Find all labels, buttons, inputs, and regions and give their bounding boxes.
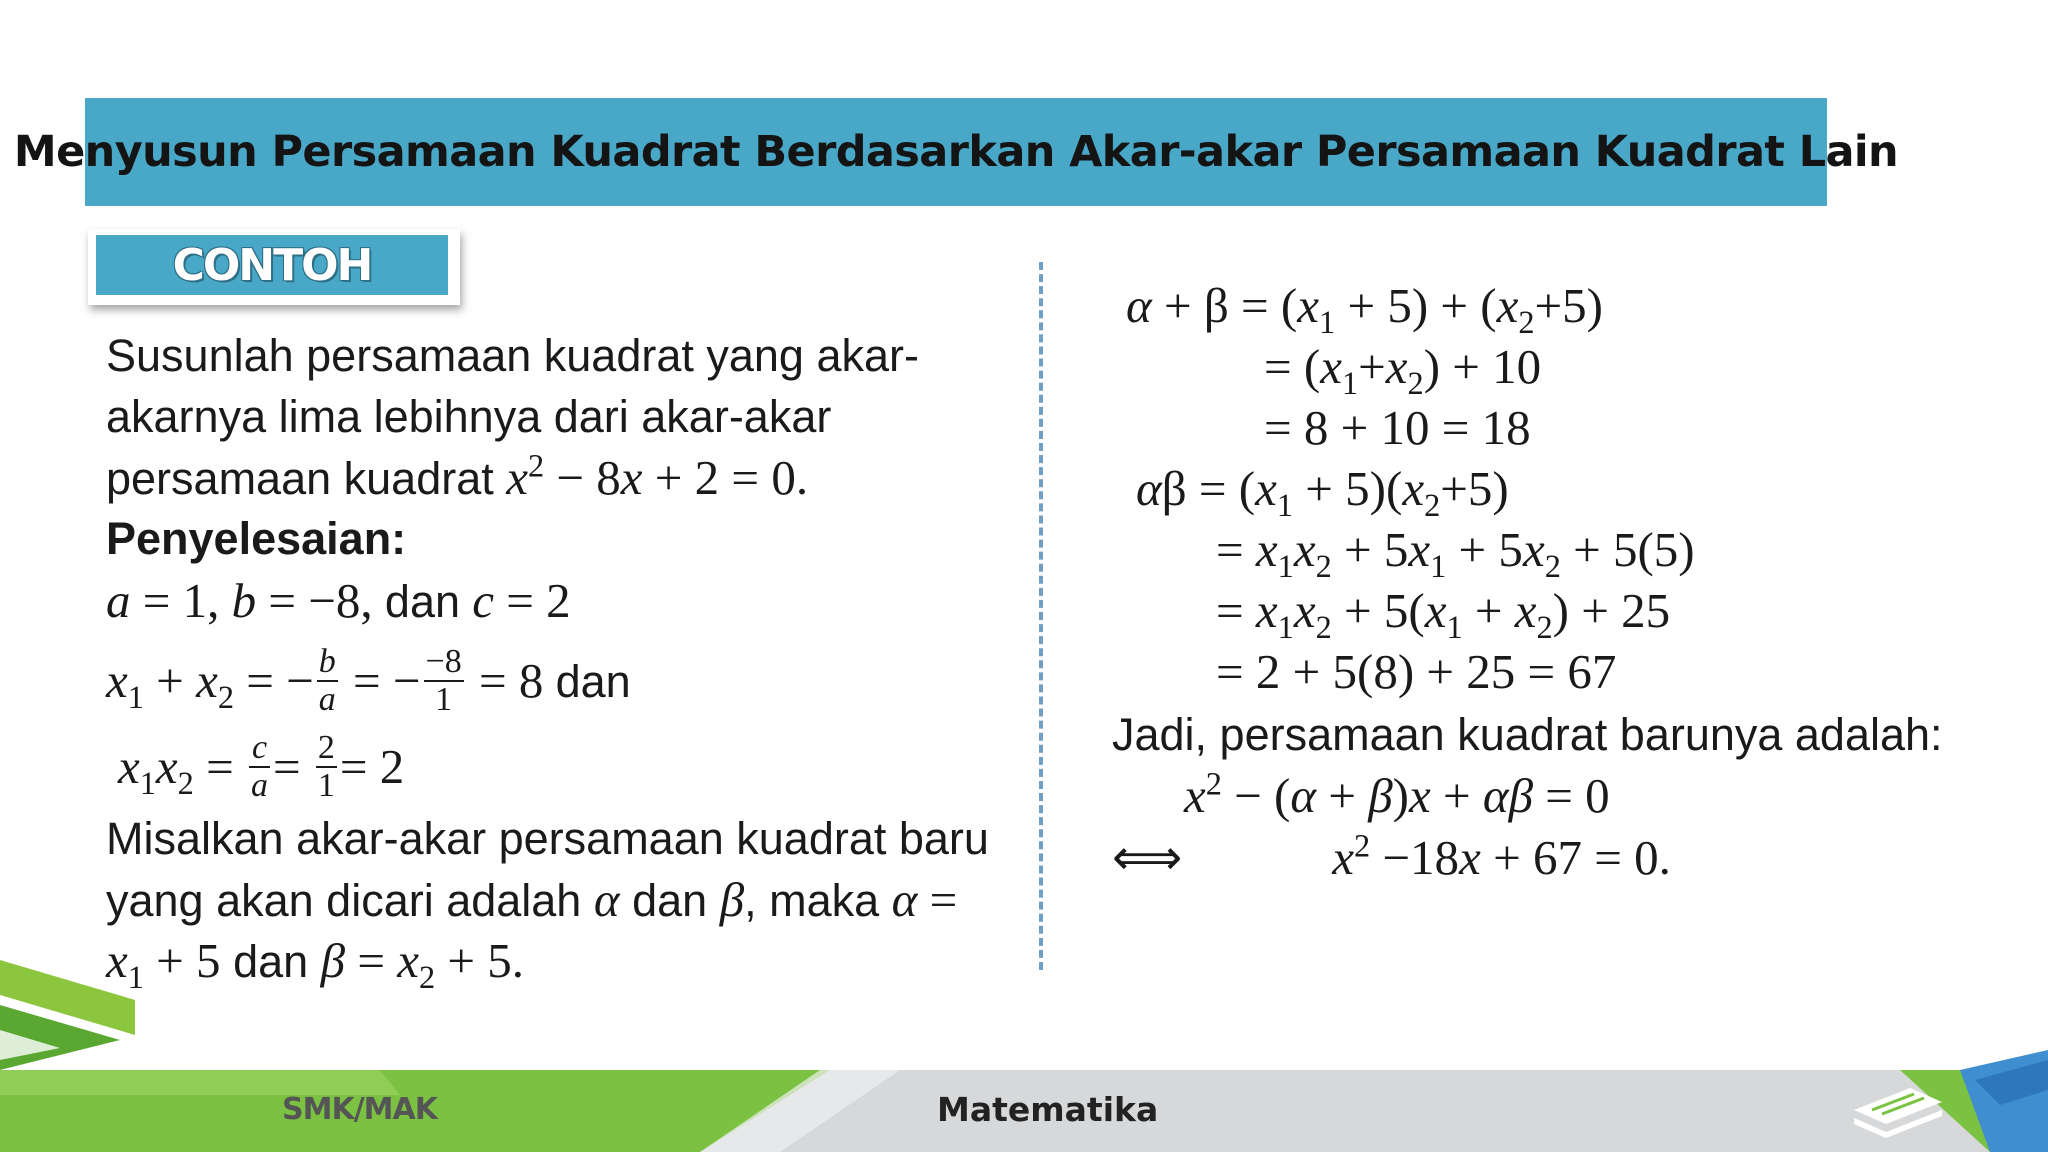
fraction-minus8-over-1: $\frac{-8}{1}$ (425, 643, 462, 718)
fraction-b-over-a: $\frac{b}{a}$ (318, 643, 336, 718)
misal-line-2: yang akan dicari adalah α dan β, maka α = (106, 872, 958, 927)
column-divider (1039, 262, 1043, 970)
sum-new-roots-line-2: = $(x_1+x_2) + 10$ (1264, 339, 1542, 401)
final-equation-line: ⟺ $x^2 -18x + 67 = 0$. (1112, 827, 1671, 885)
contoh-badge (96, 235, 448, 295)
dan-label-3: dan (632, 875, 708, 926)
footer-left-label: SMK/MAK (282, 1092, 437, 1127)
dan-label: dan (384, 576, 461, 627)
problem-line-3-text: persamaan kuadrat (106, 453, 507, 504)
solution-heading: Penyelesaian: (106, 513, 407, 564)
product-new-roots-line-1: $\alpha\beta = (x_1 + 5)(x_2+5)$ (1136, 461, 1509, 523)
product-new-roots-line-2: = $x_1x_2 + 5x_1 + 5x_2 + 5(5)$ (1216, 522, 1695, 584)
contoh-badge-frame (88, 229, 460, 305)
sum-new-roots-line-1: $\alpha + \beta = (x_1 + 5) + (x_2+5)$ (1126, 278, 1603, 340)
sum-new-roots-line-3: = 8 + 10 = 18 (1264, 400, 1531, 455)
corner-stripes (0, 960, 140, 1080)
footer (0, 1050, 2048, 1152)
misal-line-3: $x_1 + 5$ dan $\beta = x_2 + 5$. (106, 933, 525, 995)
fraction-c-over-a: $\frac{c}{a}$ (250, 729, 268, 804)
slide-title: Menyusun Persamaan Kuadrat Berdasarkan Akar-akar Persamaan Kuadrat Lain (13, 127, 1899, 177)
problem-line-3 (106, 448, 808, 509)
general-equation: $x^2 - (\alpha + \beta)x + \alpha\beta = 0$ (1184, 765, 1610, 823)
coefficients-line: a = 1, b = −8, dan c = 2 (106, 573, 571, 628)
misal-line-1: Misalkan akar-akar persamaan kuadrat baru (106, 813, 989, 864)
books-logo-icon (1850, 1080, 1946, 1140)
problem-line-2: akarnya lima lebihnya dari akar-akar (106, 391, 832, 442)
misal-line-2-text-b: , maka (744, 875, 892, 926)
conclusion-text: Jadi, persamaan kuadrat barunya adalah: (1112, 709, 1943, 760)
misal-line-2-text-a: yang akan dicari adalah (106, 875, 594, 926)
equivalence-symbol: ⟺ (1112, 830, 1183, 885)
fraction-2-over-1: $\frac{2}{1}$ (317, 729, 335, 804)
product-new-roots-line-3: = $x_1x_2 + 5(x_1 + x_2) + 25$ (1216, 583, 1671, 645)
footer-center-label: Matematika (937, 1090, 1159, 1129)
contoh-label: CONTOH (172, 239, 372, 291)
problem-line-1: Susunlah persamaan kuadrat yang akar- (106, 330, 919, 381)
original-equation: $x^2 - 8x + 2 = 0$. (506, 447, 809, 505)
title-bar (13, 98, 1899, 206)
misal-line-3-text: dan (220, 936, 321, 987)
sum-roots-line: $x_1 + x_2$ = − $\frac{b}{a}$ = − $\frac{-8}{1}$ = 8 dan (106, 643, 631, 718)
dan-label-2: dan (555, 655, 631, 707)
product-new-roots-line-4: = 2 + 5(8) + 25 = 67 (1216, 644, 1617, 699)
product-roots-line: $x_1x_2$ = $\frac{c}{a}$ = $\frac{2}{1}$ = 2 (118, 729, 405, 804)
